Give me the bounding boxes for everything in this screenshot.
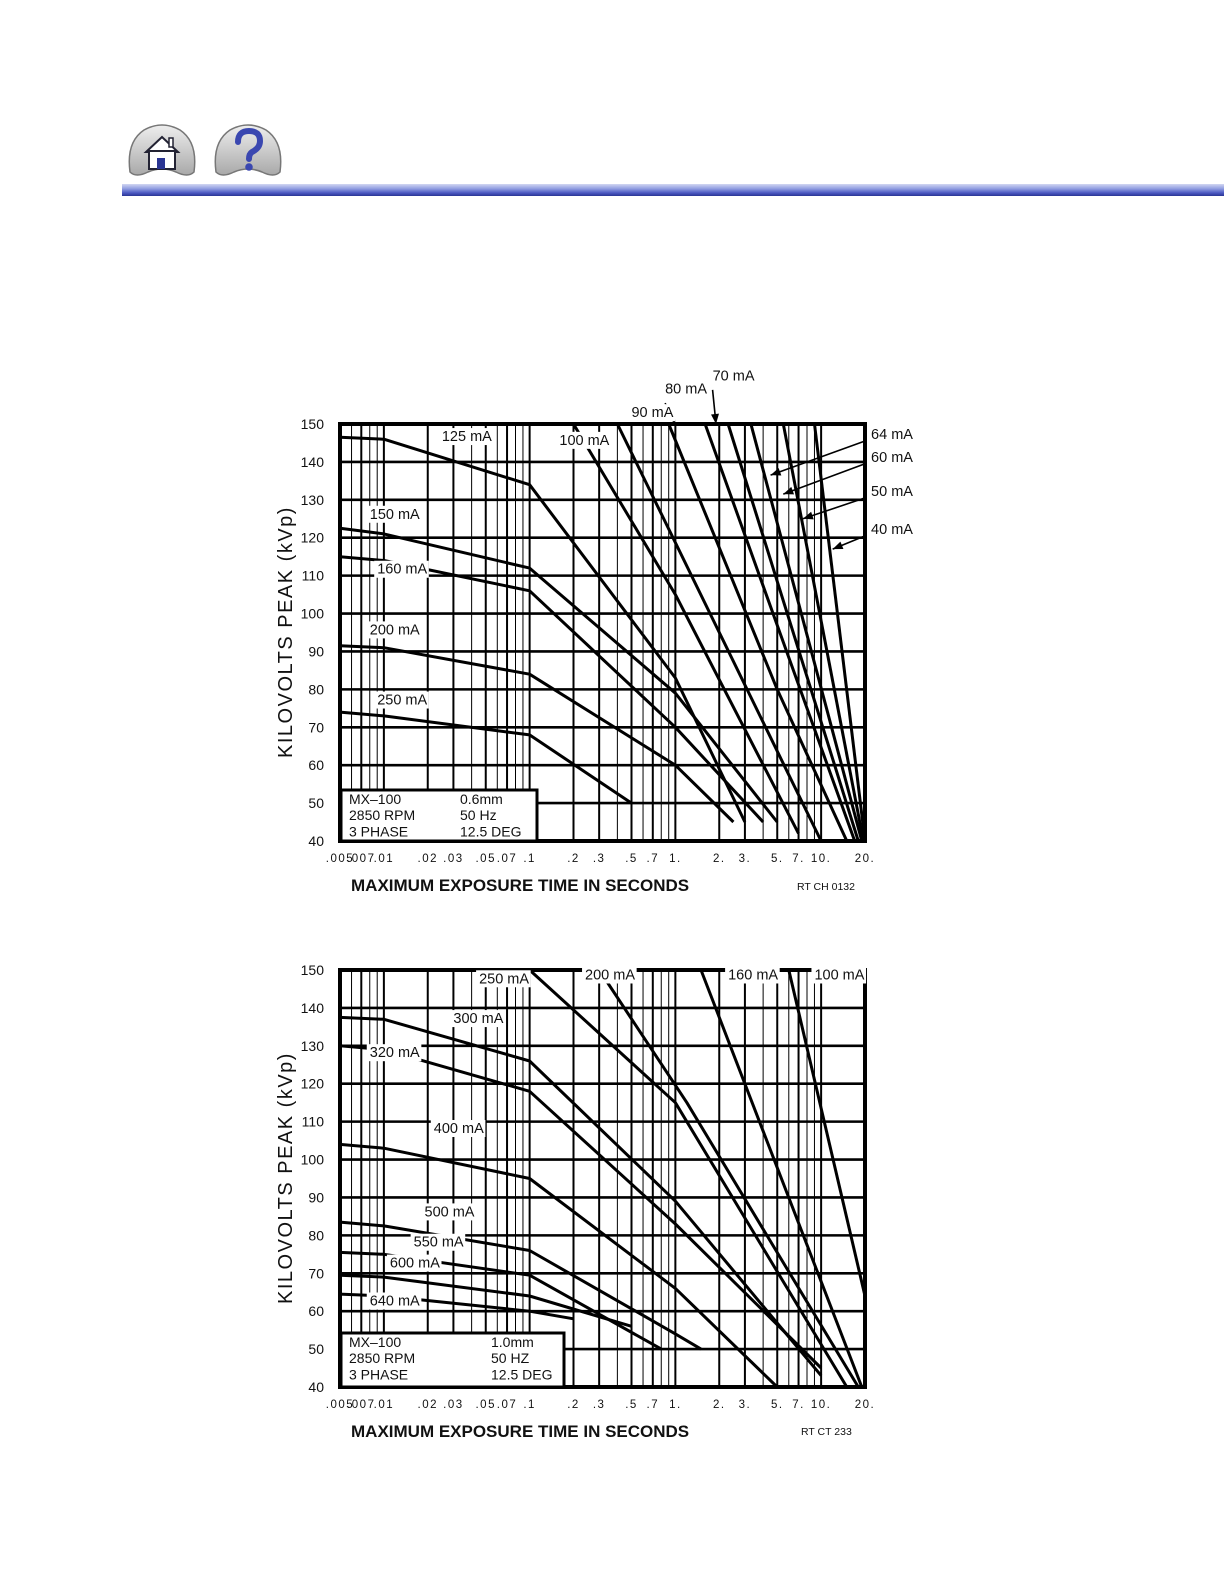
x-tick-label: 3. — [738, 853, 752, 865]
series-line — [340, 1222, 701, 1349]
series-label: 70 mA — [712, 368, 755, 385]
series-group — [340, 970, 865, 1387]
x-tick-label: 5. — [770, 853, 784, 865]
y-tick-label: 90 — [308, 643, 324, 660]
info-box-text: 2850 RPM — [349, 1350, 416, 1367]
y-axis-label: KILOVOLTS PEAK (kVp) — [275, 506, 297, 758]
x-tick-label: .02 — [417, 853, 439, 865]
x-tick-label: .05 — [475, 853, 496, 865]
home-button[interactable] — [124, 122, 200, 180]
info-box — [341, 1333, 564, 1387]
x-tick-label: .007 — [347, 853, 376, 865]
series-label: 600 mA — [389, 1255, 440, 1272]
grid — [340, 970, 865, 1387]
x-tick-label: .1 — [523, 1399, 536, 1411]
y-tick-label: 150 — [300, 962, 324, 978]
x-tick-label: 2. — [712, 853, 726, 865]
series-label: 160 mA — [728, 967, 779, 984]
x-tick-label: 5. — [770, 1399, 784, 1411]
y-tick-label: 80 — [308, 1227, 324, 1244]
series-line — [751, 424, 862, 841]
info-box-text: 12.5 DEG — [491, 1366, 553, 1383]
x-tick-label: .01 — [373, 1399, 395, 1411]
info-box-text: 2850 RPM — [349, 807, 416, 824]
series-label: 80 mA — [665, 381, 708, 398]
header-divider-bar — [122, 184, 1224, 196]
series-labels — [367, 966, 866, 1309]
series-label: 250 mA — [377, 692, 428, 709]
y-tick-label: 140 — [300, 453, 324, 470]
y-tick-label: 70 — [308, 719, 324, 736]
series-label: 640 mA — [369, 1293, 420, 1310]
info-box-text: 50 HZ — [491, 1350, 530, 1367]
x-tick-label: .01 — [373, 853, 395, 865]
y-tick-label: 110 — [301, 567, 324, 584]
annotation-arrow-head — [771, 468, 782, 476]
series-label: 125 mA — [441, 429, 492, 446]
x-tick-label: .5 — [625, 1399, 638, 1411]
chart-exposure-1-0mm — [0, 950, 1224, 1470]
x-tick-label: .005 — [325, 853, 355, 865]
x-tick-label: .05 — [475, 1399, 496, 1411]
series-label: 320 mA — [369, 1045, 420, 1062]
y-tick-label: 40 — [308, 1379, 324, 1395]
figure-code: RT CT 233 — [801, 1426, 852, 1438]
x-tick-label: .07 — [496, 1399, 518, 1411]
info-box-text: MX–100 — [349, 791, 402, 807]
annotation-arrows — [665, 390, 865, 549]
series-label: 300 mA — [453, 1011, 504, 1028]
series-label: 550 mA — [413, 1234, 464, 1251]
series-line — [599, 970, 858, 1387]
series-label: 200 mA — [369, 622, 420, 639]
series-label: 40 mA — [871, 521, 913, 538]
info-box — [341, 790, 537, 841]
x-tick-label: .2 — [567, 1399, 580, 1411]
annotation-arrow-line — [783, 464, 865, 494]
x-tick-label: 10. — [810, 1399, 832, 1411]
series-line — [705, 424, 855, 841]
plot-frame — [340, 970, 865, 1387]
x-tick-label: .007 — [347, 1399, 376, 1411]
x-tick-label: 7. — [792, 853, 805, 865]
info-box-text: 3 PHASE — [349, 1366, 409, 1383]
y-tick-label: 80 — [308, 681, 324, 698]
x-tick-label: .3 — [592, 1399, 606, 1411]
series-label: 100 mA — [559, 432, 610, 449]
y-axis-label: KILOVOLTS PEAK (kVp) — [275, 1052, 297, 1304]
y-tick-label: 130 — [300, 491, 324, 508]
question-mark-icon — [210, 122, 286, 180]
x-tick-label: .005 — [325, 1399, 355, 1411]
series-label: 150 mA — [369, 506, 420, 523]
y-tick-label: 100 — [300, 605, 324, 622]
series-label: 90 mA — [631, 405, 674, 422]
x-tick-label: .5 — [625, 853, 638, 865]
chart-exposure-0-6mm — [0, 360, 1224, 910]
x-tick-label: .03 — [443, 853, 464, 865]
y-tick-label: 140 — [300, 999, 324, 1016]
home-icon — [124, 122, 200, 180]
series-label: 60 mA — [871, 449, 913, 466]
x-tick-label: 2. — [712, 1399, 726, 1411]
x-tick-label: .02 — [417, 1399, 439, 1411]
x-tick-label: .03 — [443, 1399, 464, 1411]
y-tick-label: 50 — [308, 1341, 324, 1358]
y-tick-label: 130 — [300, 1037, 324, 1054]
y-tick-label: 120 — [300, 1075, 324, 1092]
info-box-text: 12.5 DEG — [460, 823, 522, 840]
figure-code: RT CH 0132 — [797, 881, 855, 893]
x-tick-label: .3 — [592, 853, 606, 865]
series-label: 400 mA — [433, 1121, 484, 1138]
series-label: 50 mA — [871, 484, 913, 501]
series-line — [574, 424, 799, 833]
y-tick-label: 60 — [308, 1303, 324, 1320]
y-tick-label: 100 — [300, 1151, 324, 1168]
annotation-arrow-head — [803, 512, 814, 520]
annotation-arrow-head — [833, 542, 844, 549]
y-tick-label: 110 — [301, 1113, 324, 1130]
x-tick-label: 20. — [854, 853, 876, 865]
series-label: 200 mA — [585, 967, 636, 984]
x-tick-label: .2 — [567, 853, 580, 865]
info-box-text: MX–100 — [349, 1334, 402, 1350]
series-line — [789, 970, 865, 1296]
x-tick-label: .7 — [646, 853, 660, 865]
series-label: 160 mA — [377, 561, 428, 578]
x-tick-label: 20. — [854, 1399, 876, 1411]
series-label: 500 mA — [424, 1204, 475, 1221]
info-box-text: 50 Hz — [460, 807, 497, 824]
info-box-text: 0.6mm — [460, 791, 503, 807]
y-tick-label: 120 — [300, 529, 324, 546]
y-tick-label: 60 — [308, 757, 324, 774]
y-tick-label: 150 — [300, 416, 324, 432]
info-box-text: 3 PHASE — [349, 823, 409, 840]
x-axis-label: MAXIMUM EXPOSURE TIME IN SECONDS — [351, 1422, 690, 1441]
series-label: 250 mA — [479, 971, 530, 988]
x-tick-label: 1. — [669, 853, 682, 865]
y-tick-label: 40 — [308, 833, 324, 849]
x-tick-label: 10. — [810, 853, 832, 865]
x-tick-label: 7. — [792, 1399, 805, 1411]
x-tick-label: 3. — [738, 1399, 752, 1411]
y-tick-label: 50 — [308, 795, 324, 812]
x-tick-label: .07 — [496, 853, 518, 865]
series-label: 100 mA — [814, 967, 865, 984]
y-tick-label: 70 — [308, 1265, 324, 1282]
y-tick-label: 90 — [308, 1189, 324, 1206]
x-tick-label: .1 — [523, 853, 536, 865]
x-axis-label: MAXIMUM EXPOSURE TIME IN SECONDS — [351, 876, 690, 895]
info-box-text: 1.0mm — [491, 1334, 534, 1350]
help-button[interactable] — [210, 122, 286, 180]
series-label: 64 mA — [871, 427, 913, 444]
x-tick-label: 1. — [669, 1399, 682, 1411]
x-tick-label: .7 — [646, 1399, 660, 1411]
